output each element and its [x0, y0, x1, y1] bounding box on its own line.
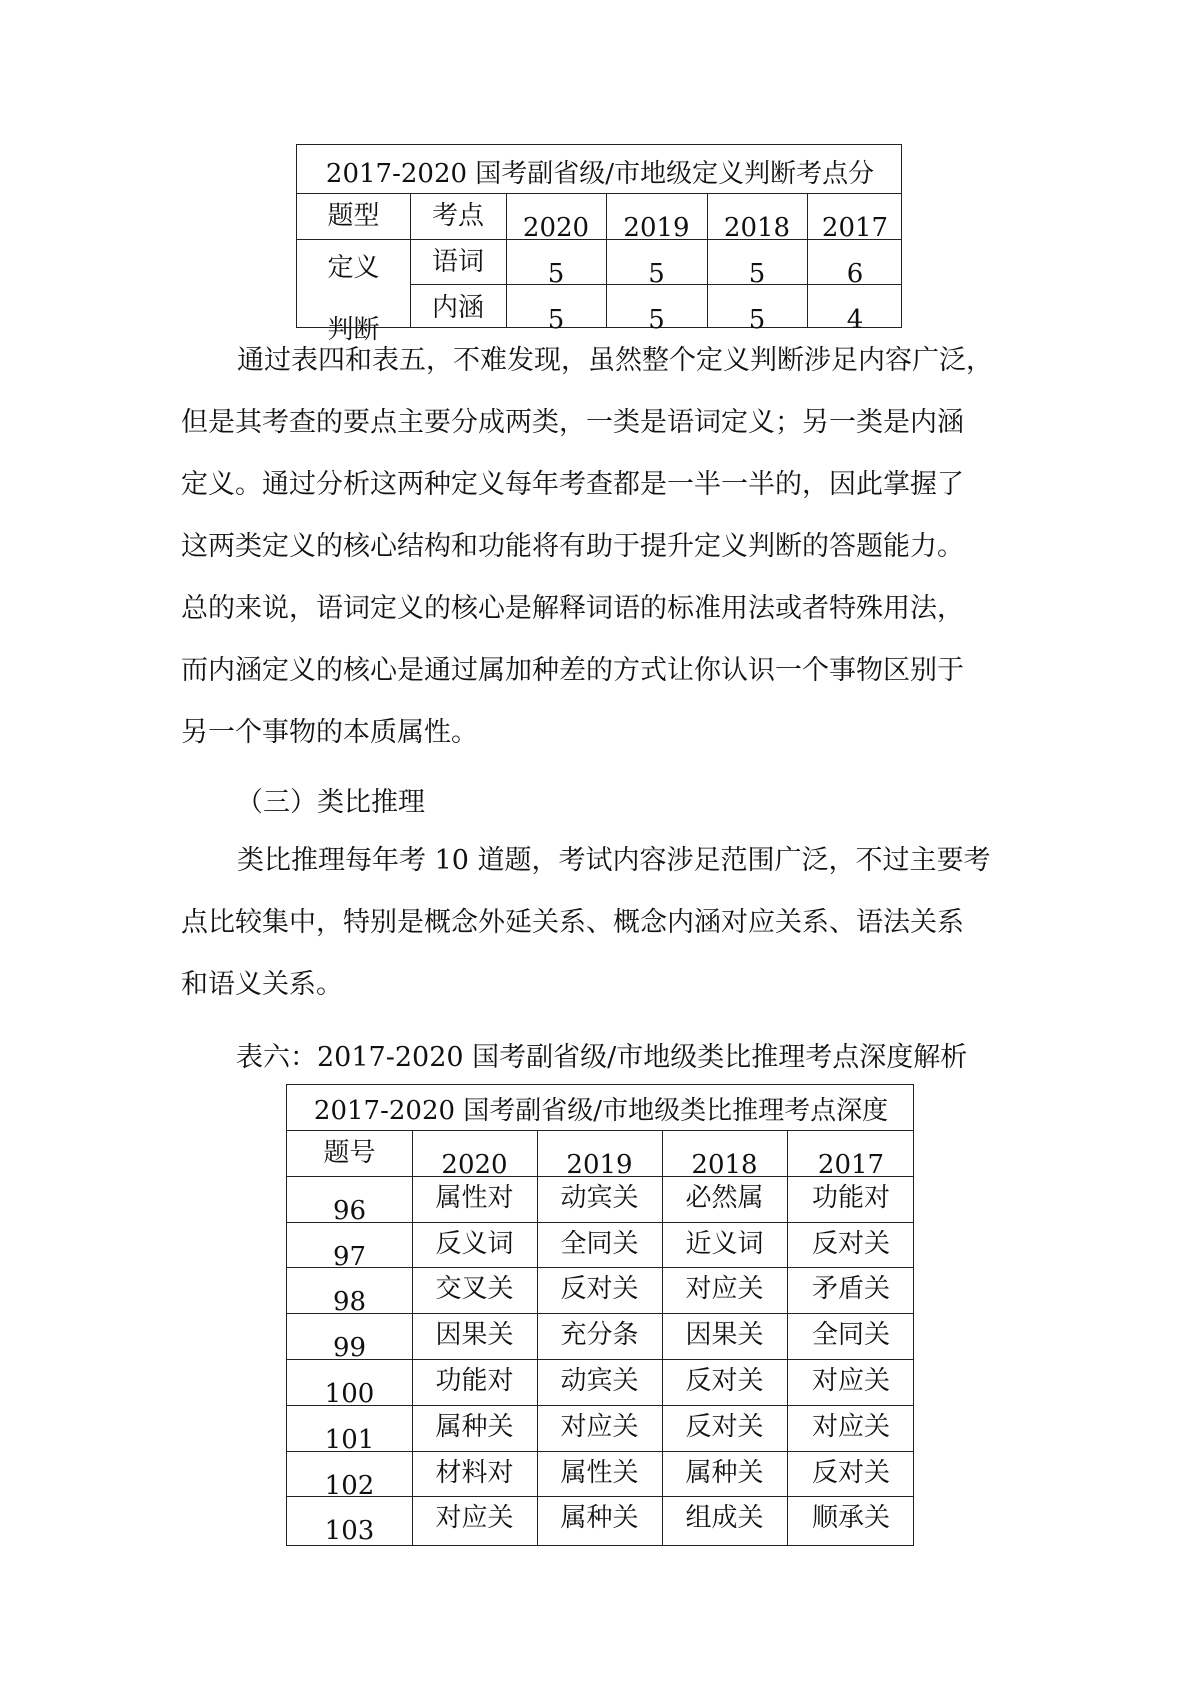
- table1-row2-2017: 4: [846, 305, 864, 335]
- table2-cell: 反对关: [560, 1274, 639, 1305]
- paragraph1-line: 另一个事物的本质属性。: [181, 717, 478, 748]
- paragraph1-line: 而内涵定义的核心是通过属加种差的方式让你认识一个事物区别于: [181, 655, 964, 686]
- table2-cell: 材料对: [435, 1457, 514, 1488]
- table2-cell: 因果关: [685, 1320, 764, 1351]
- table2-cell: 对应关: [560, 1411, 639, 1442]
- table2-cell: 近义词: [685, 1228, 764, 1259]
- paragraph1-line: 总的来说，语词定义的核心是解释词语的标准用法或者特殊用法，: [181, 593, 964, 624]
- table2-row-number: 102: [324, 1470, 375, 1501]
- table1-row2-2018: 5: [748, 305, 766, 335]
- paragraph1-line: 通过表四和表五，不难发现，虽然整个定义判断涉足内容广泛，: [237, 345, 993, 376]
- table1-header-2019: 2019: [623, 213, 690, 243]
- table2-row-number: 100: [324, 1379, 375, 1409]
- table2-caption: 表六：2017-2020 国考副省级/市地级类比推理考点深度解析: [236, 1042, 968, 1073]
- table2-header-year: 2017: [817, 1150, 885, 1180]
- definition-judgement-table: [296, 144, 902, 345]
- paragraph1-line: 这两类定义的核心结构和功能将有助于提升定义判断的答题能力。: [181, 531, 964, 562]
- paragraph1-line: 定义。通过分析这两种定义每年考查都是一半一半的，因此掌握了: [181, 469, 964, 500]
- table2-cell: 全同关: [811, 1320, 890, 1351]
- table1-row1-2019: 5: [648, 259, 665, 289]
- table2-title: 2017-2020 国考副省级/市地级类比推理考点深度: [313, 1096, 889, 1126]
- table2-cell: 对应关: [811, 1411, 890, 1442]
- table2-cell: 功能对: [435, 1366, 514, 1396]
- table2-cell: 属种关: [685, 1457, 764, 1488]
- table1-title: 2017-2020 国考副省级/市地级定义判断考点分: [325, 159, 875, 189]
- table2-cell: 属种关: [435, 1411, 514, 1442]
- table1-header-2020: 2020: [522, 213, 590, 243]
- table2-cell: 反义词: [435, 1228, 514, 1259]
- table2-cell: 交叉关: [435, 1274, 514, 1305]
- table1-header-type: 题型: [327, 201, 380, 231]
- table2-cell: 全同关: [560, 1228, 639, 1259]
- table2-cell: 矛盾关: [811, 1274, 890, 1305]
- section-heading: （三）类比推理: [236, 787, 425, 818]
- table1-category-bottom: 判断: [327, 315, 380, 345]
- table2-cell: 反对关: [811, 1457, 890, 1488]
- table1-row1-2020: 5: [547, 259, 565, 289]
- table2-row-number: 96: [332, 1195, 367, 1226]
- table2-cell: 顺承关: [811, 1503, 890, 1534]
- table2-header-year: 2018: [691, 1150, 758, 1180]
- table2-header-year: 2019: [566, 1150, 633, 1180]
- table2-cell: 对应关: [685, 1274, 764, 1305]
- table2-cell: 属性关: [560, 1457, 639, 1488]
- table2-cell: 动宾关: [560, 1366, 639, 1396]
- table2-cell: 充分条: [560, 1320, 639, 1351]
- table1-row2-2019: 5: [648, 305, 665, 335]
- table2-cell: 反对关: [685, 1366, 764, 1396]
- paragraph2-line: 点比较集中，特别是概念外延关系、概念内涵对应关系、语法关系: [181, 907, 964, 938]
- analogy-reasoning-table: [286, 1084, 914, 1546]
- table2-cell: 因果关: [435, 1320, 514, 1351]
- table2-cell: 对应关: [435, 1503, 514, 1534]
- table1-header-2017: 2017: [821, 213, 889, 243]
- paragraph2-line: 类比推理每年考 10 道题，考试内容涉足范围广泛，不过主要考: [237, 845, 991, 876]
- analogy-paragraph: [181, 830, 1021, 1016]
- analysis-paragraph: [181, 330, 1021, 764]
- table2-row-number: 99: [332, 1333, 367, 1364]
- table1-row2-point: 内涵: [431, 293, 484, 323]
- table2-row-number: 101: [324, 1424, 375, 1455]
- table1-header-2018: 2018: [723, 213, 791, 243]
- table2-cell: 属种关: [560, 1503, 639, 1534]
- table2-cell: 组成关: [685, 1503, 764, 1534]
- table2-header-year: 2020: [441, 1150, 508, 1180]
- table1-header-point: 考点: [431, 201, 484, 231]
- table2-row-number: 97: [332, 1241, 367, 1272]
- paragraph1-line: 但是其考查的要点主要分成两类，一类是语词定义；另一类是内涵: [181, 407, 964, 438]
- table2-row-number: 98: [332, 1287, 367, 1318]
- table2-cell: 必然属: [685, 1182, 764, 1213]
- table2-cell: 对应关: [811, 1366, 890, 1396]
- table2-cell: 功能对: [811, 1182, 890, 1213]
- paragraph2-line: 和语义关系。: [181, 969, 343, 1000]
- table1-row2-2020: 5: [547, 305, 565, 335]
- table2-cell: 属性对: [435, 1182, 514, 1213]
- table2-cell: 反对关: [685, 1411, 764, 1442]
- table1-category-top: 定义: [327, 253, 380, 283]
- table2-cell: 反对关: [811, 1228, 890, 1259]
- table1-row1-2018: 5: [748, 259, 766, 289]
- table2-row-number: 103: [324, 1516, 375, 1547]
- table1-row1-2017: 6: [846, 259, 864, 289]
- table1-row1-point: 语词: [431, 247, 484, 277]
- table2-cell: 动宾关: [560, 1182, 639, 1213]
- table2-header-number: 题号: [323, 1138, 376, 1168]
